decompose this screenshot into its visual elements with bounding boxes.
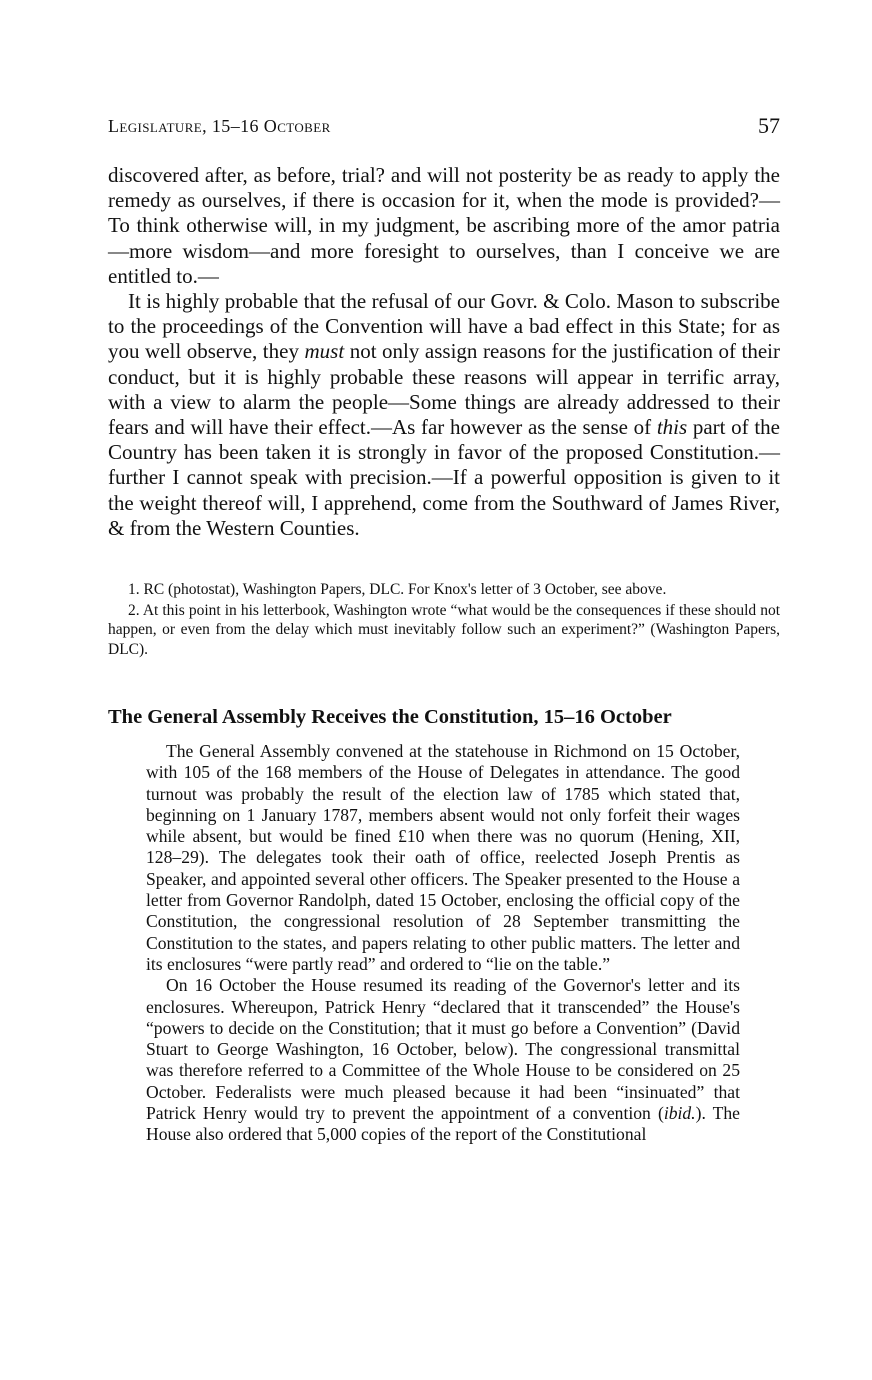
headnote-paragraph xyxy=(146,741,740,975)
footnote: 1. RC (photostat), Washington Papers, DLC. For Knox's letter of 3 October, see above. xyxy=(128,581,667,598)
letter-paragraph-text: discovered after, as before, trial? and will not posterity be as ready to apply the remedy as ourselves, if there is occasion for it, when the mode is provided?—To think otherwise will, in my judgment, be ascribing more of the amor patria—more wisdom—and more foresight to ourselves, than I conceive we are entitled to.— xyxy=(108,163,780,288)
emphasis-text: this xyxy=(656,415,688,440)
emphasis-text: ibid. xyxy=(663,1103,696,1124)
footnotes xyxy=(108,580,780,659)
headnote-paragraph xyxy=(146,975,740,1145)
letter-paragraph xyxy=(108,163,780,289)
running-head xyxy=(108,113,780,146)
letter-paragraph-text: part of the Country has been taken it is strongly in favor of the proposed Constitution.—further I cannot speak with precision.—If a powerful opposition is given to it the weight thereof will, I apprehend, come from the Southward of James River, & from the Western Counties. xyxy=(108,415,780,540)
page-number: 57 xyxy=(758,113,780,138)
headnote xyxy=(146,741,740,1146)
section-heading: The General Assembly Receives the Constitution, 15–16 October xyxy=(108,706,672,728)
letter-paragraph-text: It is highly probable that the refusal of our Govr. & Colo. Mason to subscribe to the proceedings of the Convention will have a bad effect in this State; for as you well observe, they xyxy=(108,289,780,364)
footnote: 2. At this point in his letterbook, Washington wrote “what would be the consequences if these should not happen, or even from the delay which must inevitably follow such an experiment?” (Washington Papers, DLC). xyxy=(108,601,780,658)
emphasis-text: must xyxy=(304,339,345,364)
headnote-paragraph-text: ). The House also ordered that 5,000 copies of the report of the Constitutional xyxy=(146,1103,740,1145)
letter-body xyxy=(108,163,780,541)
headnote-paragraph-text: On 16 October the House resumed its reading of the Governor's letter and its enclosures. Whereupon, Patrick Henry “declared that it transcended” the House's “powers to decide on the Constitution; that it must go before a Convention” (David Stuart to George Washington, 16 October, below). The congressional transmittal was therefore referred to a Committee of the Whole House to be considered on 25 October. Federalists were much pleased because it had been “insinuated” that Patrick Henry would try to prevent the appointment of a convention ( xyxy=(146,975,740,1124)
letter-paragraph xyxy=(108,289,780,541)
running-title: Legislature, 15–16 October xyxy=(108,116,331,136)
letter-paragraph-text: not only assign reasons for the justification of their conduct, but it is highly probable these reasons will appear in terrific array, with a view to alarm the people—Some things are already addressed to their fears and will have their effect.—As far however as the sense of xyxy=(108,339,780,440)
headnote-paragraph-text: The General Assembly convened at the statehouse in Richmond on 15 October, with 105 of the 168 members of the House of Delegates in attendance. The good turnout was probably the result of the election law of 1785 which stated that, beginning on 1 January 1787, members absent would not only forfeit their wages while absent, but would be fined £10 when there was no quorum (Hening, XII, 128–29). The delegates took their oath of office, reelected Joseph Prentis as Speaker, and appointed several other officers. The Speaker presented to the House a letter from Governor Randolph, dated 15 October, enclosing the official copy of the Constitution, the congressional resolution of 28 September transmitting the Constitution to the states, and papers relating to other public matters. The letter and its enclosures “were partly read” and ordered to “lie on the table.” xyxy=(146,741,740,974)
